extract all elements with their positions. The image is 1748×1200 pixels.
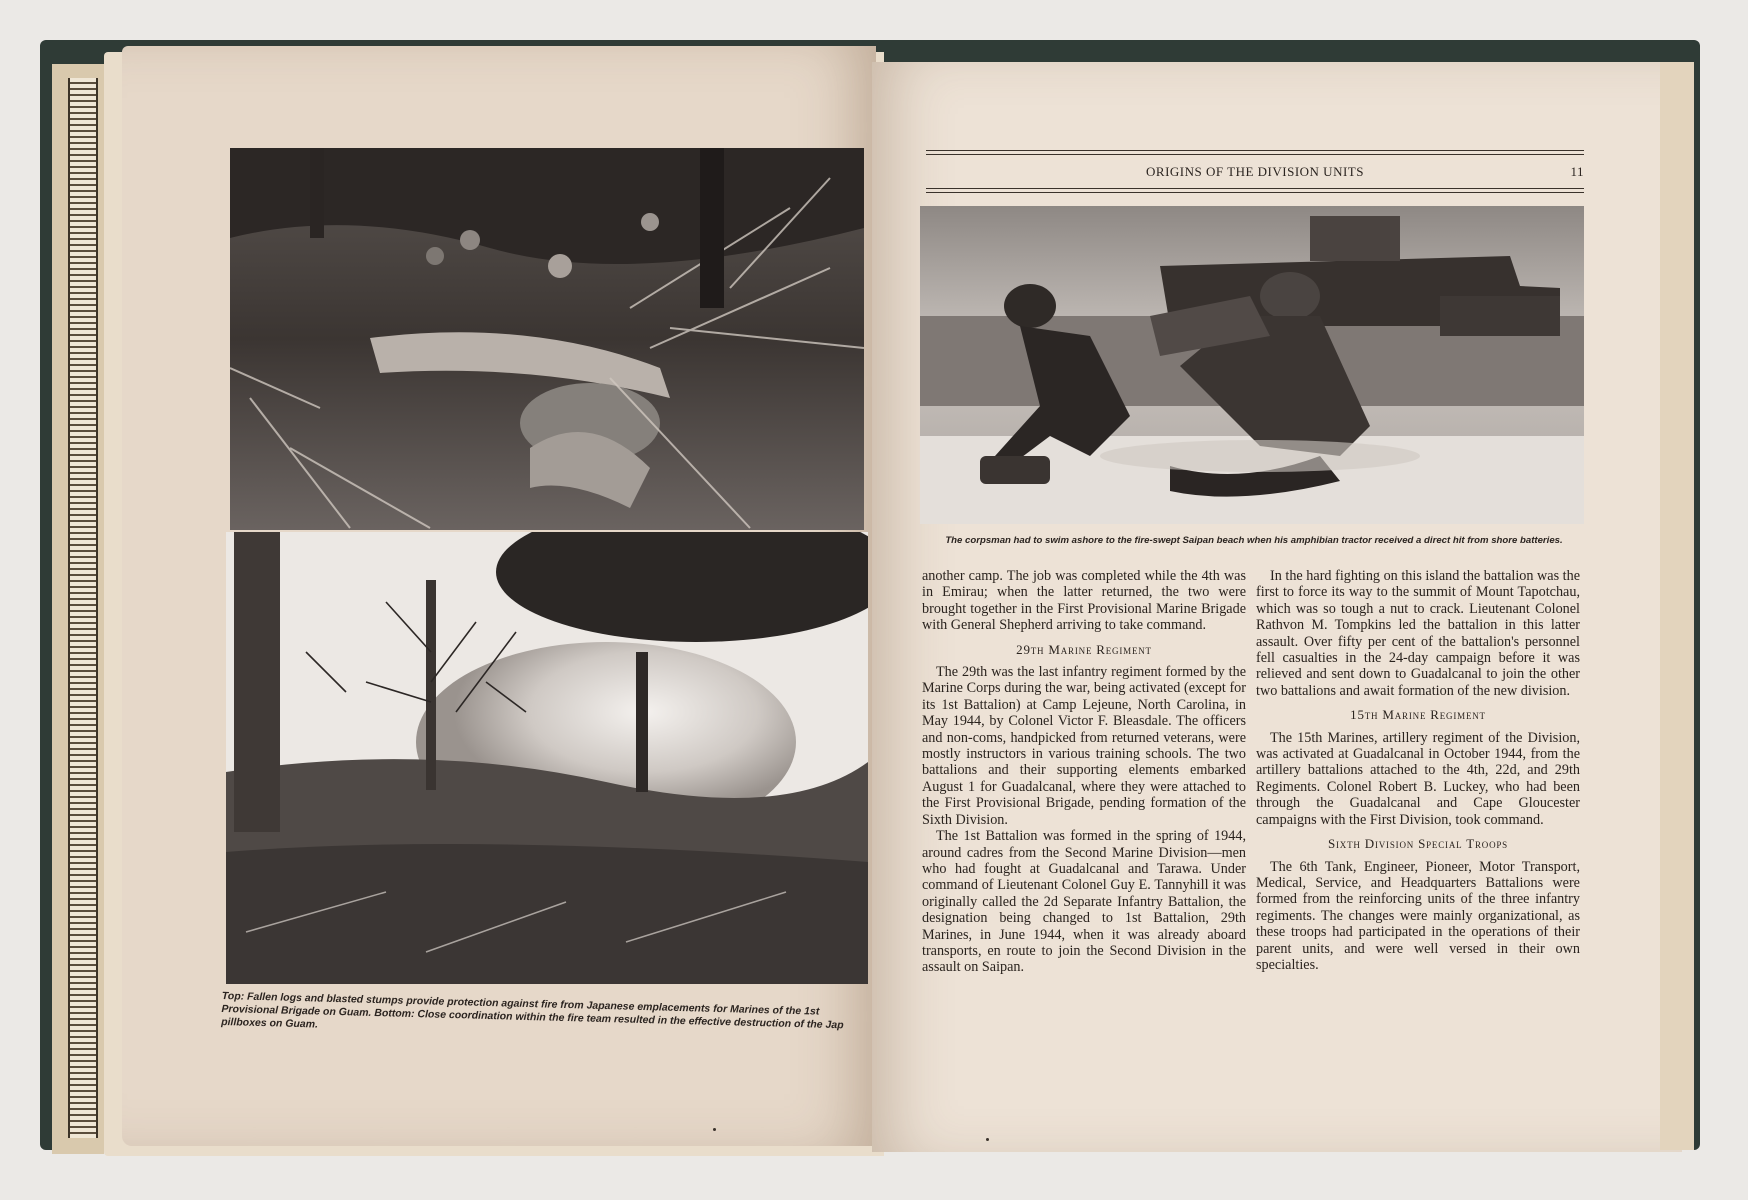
photo-marines-behind-logs (230, 148, 864, 530)
section-heading-special-troops: Sixth Division Special Troops (1327, 836, 1508, 852)
paragraph: another camp. The job was completed while the 4th was in Emirau; when the latter returned, the two were brought together in the First Provisional Marine Brigade with General Shepherd arriving to take command. (922, 568, 1246, 634)
paragraph: In the hard fighting on this island the battalion was the first to force its way to the summit of Mount Tapotchau, which was so tough a nut to crack. Lieutenant Colonel Rathvon M. Tompkins led the battalion in this latter assault. Over fifty per cent of the battalion's personnel fell casualties in the 24-day campaign before it was relieved and sent down to Guadalcanal to join the other two battalions and await formation of the new division. (1256, 568, 1580, 699)
section-heading-29th: 29th Marine Regiment (1016, 641, 1152, 657)
photo-flamethrower-attack (226, 532, 868, 984)
decorative-border (68, 78, 98, 1138)
right-page-stack (1660, 62, 1694, 1150)
section-heading-15th: 15th Marine Regiment (1350, 707, 1486, 723)
page-number: 11 (1570, 164, 1584, 179)
paper-speck (986, 1138, 989, 1141)
header-rule-top (926, 150, 1584, 151)
right-photo-caption: The corpsman had to swim ashore to the fire-swept Saipan beach when his amphibian tractor received a direct hit from shore batteries. (945, 535, 1563, 546)
paragraph: The 6th Tank, Engineer, Pioneer, Motor Transport, Medical, Service, and Headquarters Battalions were formed from the reinforcing units of the three infantry regiments. The changes were mainly organizational, as these troops had participated in the operations of their parent units, and were well versed in their own specialties. (1256, 858, 1580, 973)
paragraph: The 29th was the last infantry regiment formed by the Marine Corps during the war, being activated (except for its 1st Battalion) at Camp Lejeune, North Carolina, in May 1944, by Colonel Victor F. Bleasdale. The officers and non-coms, handpicked from returned veterans, were mostly instructors in various training schools. The two battalions and their supporting elements embarked August 1 for Guadalcanal, where they were attached to the First Provisional Brigade, pending formation of the Sixth Division. (922, 664, 1246, 828)
left-photo-caption: Top: Fallen logs and blasted stumps provide protection against fire from Japanese emplacements for Marines of the 1st Provisional Brigade on Guam. Bottom: Close coordination within the fire team resulted in the effective destruction of the Jap pillboxes on Guam. (221, 990, 844, 1032)
header-rule-bottom (926, 188, 1584, 189)
paragraph: The 1st Battalion was formed in the spring of 1944, around cadres from the Second Marine Division—men who had fought at Guadalcanal and Tarawa. Under command of Lieutenant Colonel Guy E. Tannyhill it was originally called the 2d Separate Infantry Battalion, the designation being changed to 1st Battalion, 29th Marines, in June 1944, when it was already aboard transports, en route to join the Second Division in the assault on Saipan. (922, 828, 1246, 976)
paragraph: The 15th Marines, artillery regiment of the Division, was activated at Guadalcanal in October 1944, from the artillery battalions attached to the 4th, 22d, and 29th Regiments. Colonel Robert B. Luckey, who had been through the Guadalcanal and Cape Gloucester campaigns with the First Division, took command. (1256, 729, 1580, 828)
text-column-left (922, 568, 1246, 976)
text-column-right (1256, 568, 1580, 973)
header-rule-top-2 (926, 154, 1584, 155)
header-rule-bottom-2 (926, 192, 1584, 193)
paper-speck (713, 1128, 716, 1131)
running-head-title: ORIGINS OF THE DIVISION UNITS (1146, 164, 1364, 179)
photo-corpsman-saipan-beach (920, 206, 1584, 524)
running-head (926, 164, 1584, 182)
